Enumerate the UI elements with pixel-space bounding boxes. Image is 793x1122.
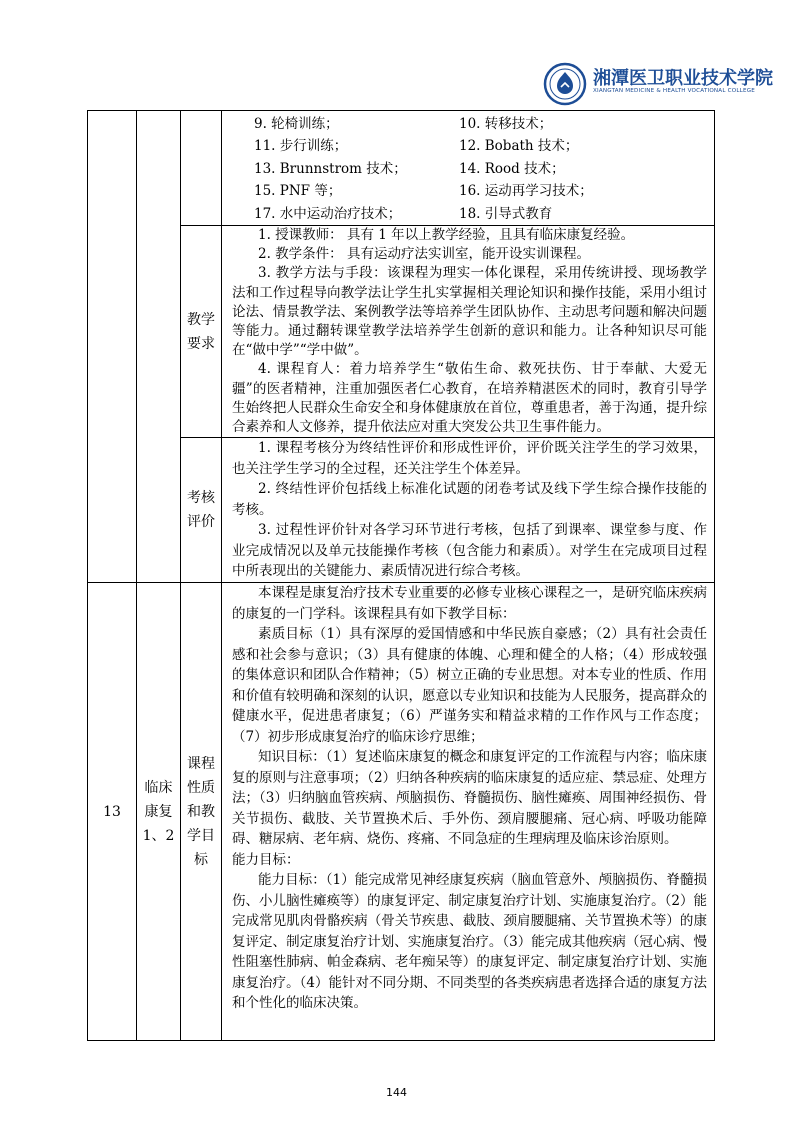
table-row-teaching-requirements (88, 226, 715, 438)
paragraph: 3. 教学方法与手段：该课程为理实一体化课程，采用传统讲授、现场教学法和工作过程导向教学法让学生扎实掌握相关理论知识和操作技能，采用小组讨论法、情景教学法、案例教学法等培养学生团队协作、主动思考问题和解决问题等能力。通过翻转课堂教学法培养学生创新的意识和能力。让各种知识尽可能在“做中学”“学中做”。 (232, 265, 707, 359)
paragraph: 3. 过程性评价针对各学习环节进行考核，包括了到课率、课堂参与度、作业完成情况以及单元技能操作考核（包含能力和素质）。对学生在完成项目过程中所表现出的关键能力、素质情况进行综合考核。 (232, 522, 707, 580)
list-item: 12. Bobath 技术； (459, 138, 579, 155)
cell-assessment (222, 438, 715, 583)
assessment-label: 考核 评价 (181, 438, 222, 583)
technique-list (222, 111, 714, 225)
list-item: 10. 转移技术； (459, 116, 553, 132)
paragraph: 2. 终结性评价包括线上标准化试题的闭卷考试及线下学生综合操作技能的考核。 (232, 481, 707, 518)
cell-techniques (222, 111, 715, 226)
cell-number-empty (88, 111, 137, 583)
paragraph: 本课程是康复治疗技术专业重要的必修专业核心课程之一，是研究临床疾病的康复的一门学科。该课程具有如下教学目标： (232, 585, 707, 622)
paragraph: 能力目标：（1）能完成常见神经康复疾病（脑血管意外、颅脑损伤、脊髓损伤、小儿脑性瘫痪等）的康复评定、制定康复治疗计划、实施康复治疗。（2）能完成常见肌肉骨骼疾病（骨关节疾患、截肢、颈肩腰腿痛、关节置换术等）的康复评定、制定康复治疗计划、实施康复治疗。（3）能完成其他疾病（冠心病、慢性阻塞性肺病、帕金森病、老年痴呆等）的康复评定、制定康复治疗计划、实施康复治疗。（4）能针对不同分期、不同类型的各类疾病患者选择合适的康复方法和个性化的临床决策。 (232, 872, 707, 1012)
paragraph: 素质目标（1）具有深厚的爱国情感和中华民族自豪感；（2）具有社会责任感和社会参与意识；（3）具有健康的体魄、心理和健全的人格；（4）形成较强的集体意识和团队合作精神；（5）树立正确的专业思想。对本专业的性质、作用和价值有较明确和深刻的认识，愿意以专业知识和技能为人民服务，提高群众的健康水平，促进患者康复；（6）严谨务实和精益求精的工作作风与工作态度；（7）初步形成康复治疗的临床诊疗思维； (232, 626, 707, 745)
paragraph: 1. 课程考核分为终结性评价和形成性评价，评价既关注学生的学习效果，也关注学生学习的全过程，还关注学生个体差异。 (232, 440, 707, 477)
paragraph: 2. 教学条件： 具有运动疗法实训室，能开设实训课程。 (258, 246, 590, 263)
list-item: 14. Rood 技术； (459, 160, 565, 177)
list-item: 15. PNF 等； (254, 183, 342, 200)
paragraph: 知识目标：（1）复述临床康复的概念和康复评定的工作流程与内容；临床康复的原则与注意事项；（2）归纳各种疾病的临床康复的适应症、禁忌症、处理方法；（3）归纳脑血管疾病、颅脑损伤、脊髓损伤、脑性瘫痪、周围神经损伤、骨关节损伤、截肢、关节置换术后、手外伤、颈肩腰腿痛、冠心病、呼吸功能障碍、糖尿病、老年病、烧伤、疼痛、不同急症的生理病理及临床诊治原则。 (232, 749, 707, 848)
list-item: 18. 引导式教育 (459, 205, 553, 222)
teaching-req-label: 教学 要求 (181, 226, 222, 438)
list-item: 16. 运动再学习技术； (459, 183, 593, 200)
school-name-en: XIANGTAN MEDICINE & HEALTH VOCATIONAL COLLEGE (593, 88, 755, 94)
list-item: 11. 步行训练； (254, 138, 348, 155)
table-row-assessment (88, 438, 715, 583)
table-row-course-13 (88, 583, 715, 1041)
table-row-techniques (88, 111, 715, 226)
course-name: 临床 康复 1、2 (137, 583, 181, 1041)
paragraph: 1. 授课教师： 具有 1 年以上教学经验，且具有临床康复经验。 (258, 227, 635, 244)
paragraph: 4. 课程育人：着力培养学生“敬佑生命、救死扶伤、甘于奉献、大爱无疆”的医者精神，注重加强医者仁心教育，在培养精湛医术的同时，教育引导学生始终把人民群众生命安全和身体健康放在首位，尊重患者，善于沟通，提升综合素养和人文修养，提升依法应对重大突发公共卫生事件能力。 (232, 361, 707, 436)
curriculum-table (87, 110, 715, 1041)
ability-heading: 能力目标： (232, 851, 300, 868)
page-number: 144 (386, 1086, 407, 1099)
section-label: 课程 性质 和教 学目 标 (181, 583, 222, 1041)
list-item: 17. 水中运动治疗技术； (254, 205, 402, 222)
course-number: 13 (88, 583, 137, 1041)
cell-teaching-req (222, 226, 715, 438)
cell-label-empty (181, 111, 222, 226)
school-name-cn: 湘潭医卫职业技术学院 (593, 68, 773, 89)
list-item: 13. Brunnstrom 技术； (254, 160, 407, 177)
cell-course-empty (137, 111, 181, 583)
school-emblem-icon (543, 62, 587, 106)
cell-course-objectives (222, 583, 715, 1041)
list-item: 9. 轮椅训练； (254, 116, 339, 132)
school-logo (543, 62, 773, 106)
